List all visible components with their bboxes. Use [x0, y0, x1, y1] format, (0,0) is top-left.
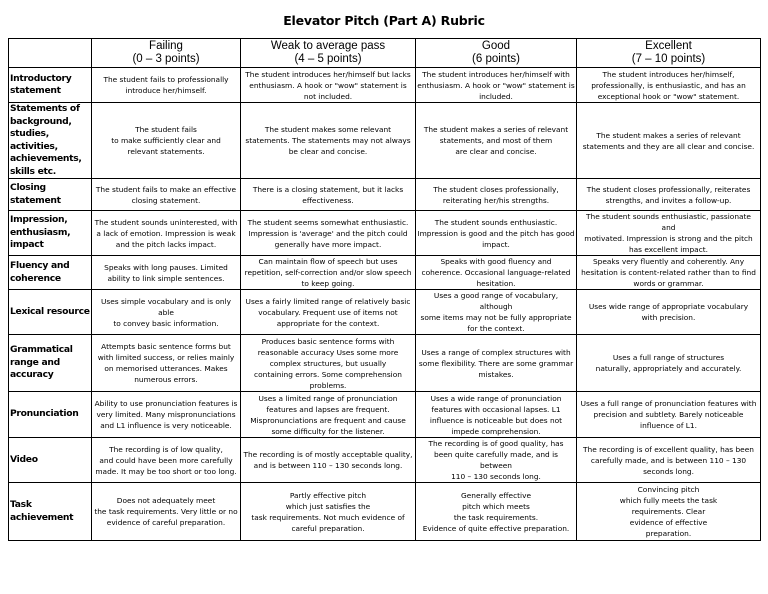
descriptor-cell: Speaks with long pauses. Limited ability to link simple sentences. [92, 256, 241, 290]
descriptor-cell: The recording is of excellent quality, has been carefully made, and is between 110 – 130 seconds long. [577, 438, 761, 483]
level-header-failing [92, 39, 241, 68]
level-header-excellent [577, 39, 761, 68]
descriptor-cell: The student fails to make an effective closing statement. [92, 179, 241, 211]
table-row [9, 392, 761, 438]
criterion-label: Task achievement [9, 483, 92, 541]
descriptor-cell: The recording is of good quality, has been quite carefully made, and is between 110 – 130 seconds long. [416, 438, 577, 483]
descriptor-cell: Uses a limited range of pronunciation features and lapses are frequent. Mispronunciations are frequent and cause some difficulty for the listener. [241, 392, 416, 438]
descriptor-cell: Partly effective pitch which just satisfies the task requirements. Not much evidence of careful preparation. [241, 483, 416, 541]
descriptor-cell: The student fails to professionally introduce her/himself. [92, 68, 241, 103]
descriptor-cell: The student seems somewhat enthusiastic. Impression is 'average' and the pitch could generally have more impact. [241, 211, 416, 256]
descriptor-cell: Uses wide range of appropriate vocabulary with precision. [577, 290, 761, 335]
table-row [9, 103, 761, 179]
table-row [9, 179, 761, 211]
level-points: (4 – 5 points) [294, 53, 362, 65]
table-row [9, 438, 761, 483]
criterion-label: Impression, enthusiasm, impact [9, 211, 92, 256]
descriptor-cell: The student introduces her/himself but lacks enthusiasm. A hook or "wow" statement is not included. [241, 68, 416, 103]
descriptor-cell: The student makes a series of relevant statements, and most of them are clear and concise. [416, 103, 577, 179]
descriptor-cell: Speaks with good fluency and coherence. Occasional language-related hesitation. [416, 256, 577, 290]
level-points: (6 points) [472, 53, 520, 65]
descriptor-cell: Uses a full range of structures naturally, appropriately and accurately. [577, 335, 761, 392]
descriptor-cell: Uses a fairly limited range of relatively basic vocabulary. Frequent use of items not appropriate for the context. [241, 290, 416, 335]
descriptor-cell: There is a closing statement, but it lacks effectiveness. [241, 179, 416, 211]
criterion-label: Pronunciation [9, 392, 92, 438]
descriptor-cell: The student makes a series of relevant statements and they are all clear and concise. [577, 103, 761, 179]
criterion-label: Grammatical range and accuracy [9, 335, 92, 392]
table-row [9, 483, 761, 541]
page-title: Elevator Pitch (Part A) Rubric [283, 13, 485, 28]
descriptor-cell: Uses simple vocabulary and is only able to convey basic information. [92, 290, 241, 335]
descriptor-cell: Convincing pitch which fully meets the task requirements. Clear evidence of effective preparation. [577, 483, 761, 541]
descriptor-cell: Uses a range of complex structures with some flexibility. There are some grammar mistakes. [416, 335, 577, 392]
descriptor-cell: The student introduces her/himself, professionally, is enthusiastic, and has an exceptional hook or "wow" statement. [577, 68, 761, 103]
level-header-good [416, 39, 577, 68]
level-name: Excellent [645, 40, 692, 52]
descriptor-cell: The student sounds uninterested, with a lack of emotion. Impression is weak and the pitch lacks impact. [92, 211, 241, 256]
descriptor-cell: Attempts basic sentence forms but with limited success, or relies mainly on memorised utterances. Makes numerous errors. [92, 335, 241, 392]
level-name: Good [481, 40, 511, 52]
criterion-label: Introductory statement [9, 68, 92, 103]
header-row [9, 39, 761, 68]
table-row [9, 335, 761, 392]
descriptor-cell: The student sounds enthusiastic, passionate and motivated. Impression is strong and the pitch has excellent impact. [577, 211, 761, 256]
table-row [9, 211, 761, 256]
descriptor-cell: Uses a full range of pronunciation features with precision and subtlety. Barely noticeable influence of L1. [577, 392, 761, 438]
descriptor-cell: The recording is of low quality, and could have been more carefully made. It may be too short or too long. [92, 438, 241, 483]
descriptor-cell: Produces basic sentence forms with reasonable accuracy Uses some more complex structures, but usually containing errors. Some comprehension problems. [241, 335, 416, 392]
descriptor-cell: The student sounds enthusiastic. Impression is good and the pitch has good impact. [416, 211, 577, 256]
descriptor-cell: Uses a wide range of pronunciation features with occasional lapses. L1 influence is noticeable but does not impede comprehension. [416, 392, 577, 438]
level-header-weak [241, 39, 416, 68]
criterion-label: Closing statement [9, 179, 92, 211]
descriptor-cell: The student makes some relevant statements. The statements may not always be clear and concise. [241, 103, 416, 179]
table-row [9, 256, 761, 290]
level-name: Failing [149, 40, 183, 52]
descriptor-cell: Speaks very fluently and coherently. Any hesitation is content-related rather than to find words or grammar. [577, 256, 761, 290]
criterion-label: Video [9, 438, 92, 483]
descriptor-cell: Can maintain flow of speech but uses repetition, self-correction and/or slow speech to keep going. [241, 256, 416, 290]
level-points: (7 – 10 points) [631, 53, 706, 65]
criterion-label: Lexical resource [9, 290, 92, 335]
table-row [9, 68, 761, 103]
corner-cell [9, 39, 92, 68]
descriptor-cell: The student closes professionally, reiterating her/his strengths. [416, 179, 577, 211]
criterion-label: Statements of background, studies, activities, achievements, skills etc. [9, 103, 92, 179]
table-row [9, 290, 761, 335]
descriptor-cell: The student closes professionally, reiterates strengths, and invites a follow-up. [577, 179, 761, 211]
descriptor-cell: Generally effective pitch which meets the task requirements. Evidence of quite effective preparation. [416, 483, 577, 541]
descriptor-cell: Does not adequately meet the task requirements. Very little or no evidence of careful preparation. [92, 483, 241, 541]
rubric-table [8, 38, 761, 541]
criterion-label: Fluency and coherence [9, 256, 92, 290]
descriptor-cell: The recording is of mostly acceptable quality, and is between 110 – 130 seconds long. [241, 438, 416, 483]
level-name: Weak to average pass [270, 40, 386, 52]
descriptor-cell: Uses a good range of vocabulary, although some items may not be fully appropriate for the context. [416, 290, 577, 335]
descriptor-cell: The student introduces her/himself with enthusiasm. A hook or "wow" statement is included. [417, 69, 575, 101]
level-points: (0 – 3 points) [132, 53, 200, 65]
descriptor-cell: The student fails to make sufficiently clear and relevant statements. [92, 103, 241, 179]
descriptor-cell: Ability to use pronunciation features is very limited. Many mispronunciations and L1 influence is very noticeable. [92, 392, 241, 438]
